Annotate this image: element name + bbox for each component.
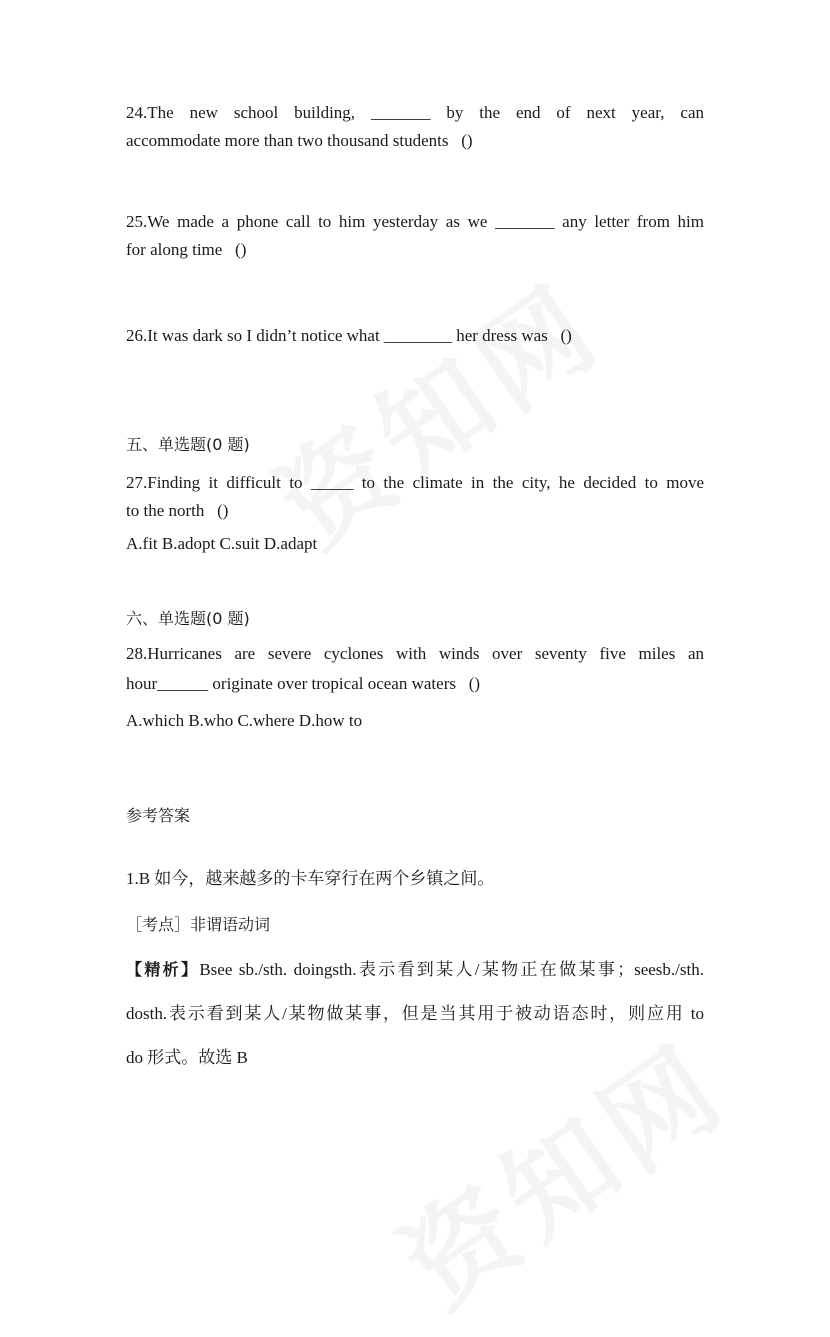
answers-heading: 参考答案 [126, 806, 191, 825]
section-5-heading: 五、单选题(0 题) [126, 435, 250, 454]
section-6-heading: 六、单选题(0 题) [126, 609, 250, 628]
question-25-line-1: 25.We made a phone call to him yesterday as we _______ any letter from him [126, 212, 704, 231]
question-28-line-2: hour______ originate over tropical ocean waters () [126, 674, 481, 693]
question-24-line-1: 24.The new school building, _______ by the end of next year, can [126, 103, 704, 122]
jingxi-line-2: dosth.表示看到某人/某物做某事，但是当其用于被动语态时，则应用 to [126, 1004, 704, 1023]
question-28-options: A.which B.who C.where D.how to [126, 711, 363, 730]
question-24 [126, 99, 704, 155]
question-27-line-2: to the north () [126, 501, 229, 520]
jingxi-line-1: 【精析】Bsee sb./sth. doingsth.表示看到某人/某物正在做某事；seesb./sth. [126, 960, 704, 979]
watermark [242, 241, 628, 577]
answer-1: 1.B 如今，越来越多的卡车穿行在两个乡镇之间。 [126, 869, 495, 888]
question-27-options: A.fit B.adopt C.suit D.adapt [126, 534, 318, 553]
question-24-line-2: accommodate more than two thousand students () [126, 131, 473, 150]
jingxi-line-3: do 形式。故选 B [126, 1048, 248, 1067]
answer-1-jingxi [126, 955, 704, 1073]
jingxi-label: 【精析】 [126, 960, 200, 979]
question-27-line-1: 27.Finding it difficult to _____ to the climate in the city, he decided to move [126, 473, 704, 492]
question-25 [126, 208, 704, 264]
question-25-line-2: for along time () [126, 240, 247, 259]
question-28 [126, 639, 704, 699]
question-28-line-1: 28.Hurricanes are severe cyclones with winds over seventy five miles an [126, 644, 704, 663]
answer-1-kaodian: ［考点］非谓语动词 [126, 915, 271, 934]
question-26-line-1: 26.It was dark so I didn’t notice what ________ her dress was () [126, 326, 572, 345]
question-27 [126, 469, 704, 525]
question-26 [126, 322, 704, 350]
